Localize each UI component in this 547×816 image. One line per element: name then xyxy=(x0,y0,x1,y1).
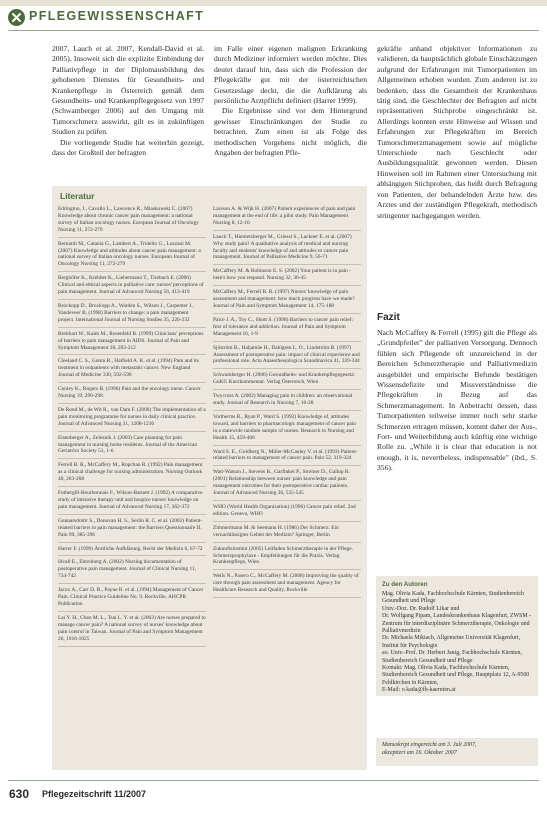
reference-item: Idvall E., Ehrenberg A. (2002) Nursing documentation of postoperative pain management. Journal of Clinical Nursing 11, 734-742 xyxy=(58,559,206,584)
body-column-2 xyxy=(214,44,367,158)
reference-item: McCaffery M. & Robinson E. S. (2002) Your patient is in pain - here's how you respond. Nursing 32, 36-45 xyxy=(213,268,361,286)
literature-column-right xyxy=(213,206,361,601)
reference-item: Wells N., Pasero C., McCaffery M. (2008) Improving the quality of care through pain assessment and management. Agency for Healthcare Research and Quality, Rockville xyxy=(213,573,361,598)
footer-divider xyxy=(8,780,539,781)
author-info-box xyxy=(376,576,538,696)
received-line: akzeptiert am 16. Oktober 2007 xyxy=(382,749,457,756)
received-note xyxy=(376,738,538,766)
author-line: Dr. Michaela Mikiach, Allgemeine Universität Klagenfurt, Institut für Psychologie xyxy=(382,635,521,649)
reference-item: Ward S. E., Goldberg N., Miller-McCauley V. et al. (1993) Patient-related barriers to management of cancer pain. Pain 52, 319-324 xyxy=(213,449,361,467)
reference-item: Eisenberger A., Zeleznik J. (2003) Care planning for pain management in nursing home residents. Journal of the American Geriatrics Society 51, 1-6 xyxy=(58,435,206,460)
reference-item: McCaffery M., Ferrell B. R. (1997) Nurses' knowledge of pain assessment and management: how much progress have we made? Journal of Pain and Symptom Management 14, 175-188 xyxy=(213,289,361,314)
body-column-1 xyxy=(52,44,204,158)
reference-item: Larsson A. & Wijk H. (2007) Patient experiences of pain and pain management at the end of life: a pilot study. Pain Management Nursing 8, 12-16 xyxy=(213,206,361,231)
reference-item: Twycross A. (2002) Managing pain in children: an observational study. Journal of Research in Nursing 7, 16-28 xyxy=(213,393,361,411)
reference-item: Lauch T., Hiemetzberger M., Griessl S., Lackner E. et al. (2007) Why study pain? A qualitative analysis of medical and nursing faculty and students' knowledge of and attitudes to cancer pain management. Journal of Palliative Medicine 9, 56-71 xyxy=(213,234,361,266)
author-email[interactable]: E-Mail: o.kada@fh-kaernten.at xyxy=(382,687,456,694)
page-number: 630 xyxy=(9,787,30,801)
paragraph: Die vorliegende Studie hat weiterhin gezeigt, dass der Großteil der befragten xyxy=(52,137,204,158)
author-line: Dr. Wolfgang Pipam, Landeskrankenhaus Klagenfurt, ZWSM - Zentrum für interdisziplinäre Schmerztherapie, Onkologie und Palliativmedizin xyxy=(382,613,532,635)
author-line: Kontakt: Mag. Olivia Kada, Fachhochschule Kärnten, Studienbereich Gesundheit und Pflege, Hauptplatz 12, A-9560 Feldkirchen in Kärnten, xyxy=(382,665,530,686)
reference-item: Gunnarsdottir S., Donovan H. S., Serlin R. C. et al. (2002) Patient-related barriers to pain management: the Barriers Questionnaire II. Pain 99, 385-396 xyxy=(58,518,206,543)
reference-item: Zukunftsinstitut (2005) Leitfaden Schmerztherapie in der Pflege. Schmerzprophylaxe - Empfehlungen für die Praxis. Verlag Krankenpflege, Wien xyxy=(213,546,361,571)
reference-item: Paice J. A., Toy C., Shott S. (1998) Barriers to cancer pain relief: fear of tolerance and addiction. Journal of Pain and Symptom Management 16, 1-9 xyxy=(213,317,361,342)
reference-item: Schwamberger H. (2006) Gesundheits- und Krankenpflegegesetz: GuKG Kurzkommentar. Verlag Österreich, Wien xyxy=(213,372,361,390)
literature-column-left xyxy=(58,206,206,650)
author-heading: Zu den Autoren xyxy=(382,581,428,588)
author-line: Mag. Olivia Kada, Fachhochschule Kärnten, Studienbereich Gesundheit und Pflege xyxy=(382,591,524,605)
author-line: Univ.-Doz. Dr. Rudolf Likar und xyxy=(382,605,460,612)
reference-item: Breitbart W., Kaim M., Rosenfeld B. (1999) Clinicians' perceptions of barriers to pain management in AIDS. Journal of Pain and Symptom Management 18, 203-212 xyxy=(58,331,206,356)
paragraph: gekräfte anhand objektiver Informationen zu validieren, da hauptsächlich globale Einschätzungen aufgrund der Erfahrungen mit Tumorpatienten im Allgemeinen erhoben wurden. Zum anderen ist zu bedenken, dass die Gesamtheit der Krankenhaus tätig sind, die Geschlechter der Befragten auf nicht repräsentativen Stichprobe eingeschränkt ist. Allerdings konnten erste Hinweise auf Wissen und Erfahrungen zur Pflegekräften im Bereich Tumorschmerzmanagement sowie auf mögliche Unterschiede nach Geschlecht oder Ausbildungsqualität gewonnen werden. Diesen Hinweisen soll im Rahmen einer Untersuchung mit abhängigen Stichproben, das heißt durch Befragung von Patienten, der behandelnden Ärzte bzw. des Arztes und der zuständigen Pflegekraft, methodisch stringenter nachgegangen werden. xyxy=(377,44,537,220)
literature-heading: Literatur xyxy=(60,191,95,201)
body-column-3 xyxy=(377,44,537,221)
reference-item: Conley K., Rogers B. (1996) Pain and the oncology nurse. Cancer Nursing 19, 290-298 xyxy=(58,386,206,404)
reference-item: Sjöström B., Haljamäe H., Dahlgren L. O., Lindström B. (1997) Assessment of postoperative pain: impact of clinical experience and professional role. Acta Anaesthesiologica Scandinavica 41, 339-344 xyxy=(213,345,361,370)
paragraph: 2007, Lauch et al. 2007, Kendall-David et al. 2005). Insoweit sich die explizite Einbindung der Palliativpflege in der Diplomausbildung des gehobenen Dienstes für Gesundheits- und Krankenpflege in Österreich gemäß dem Gesundheits- und Krankenpflegegesetz von 1997 (Schwamberger 2006) auf den Umgang mit Tumorschmerz auswirkt, gilt es in zukünftigen Studien zu prüfen. xyxy=(52,44,204,137)
reference-item: Vortherms R., Ryan P., Ward S. (1992) Knowledge of, attitudes toward, and barriers to pharmacologic management of cancer pain in a statewide random sample of nurses. Research in Nursing and Health 15, 459-466 xyxy=(213,414,361,446)
received-line: Manuskript eingereicht am 3. Juli 2007, xyxy=(382,742,477,748)
reference-item: WHO (World Health Organization) (1996) Cancer pain relief. 2nd edition. Geneva, WHO xyxy=(213,504,361,522)
journal-name: Pflegezeitschrift 11/2007 xyxy=(42,789,147,799)
header-divider xyxy=(8,30,539,31)
reference-item: Bernardi M., Catania G., Lambert A., Tridello G., Luzzani M. (2007) Knowledge and attitudes about cancer pain management: a national survey of Italian oncology nurses. European Journal of Oncology Nursing 11, 272-279 xyxy=(58,241,206,273)
reference-item: De Rond M., de Wit R., van Dam F. (2000) The implementation of a pain monitoring programme for nurses in daily clinical practice. Journal of Advanced Nursing 31, 1208-1216 xyxy=(58,407,206,432)
reference-item: Harrer F. (1999) Ärztliche Aufklärung. Recht der Medizin 6, 67-72 xyxy=(58,546,206,557)
reference-item: Watt-Watson J., Stevens B., Garfinkel P., Streiner D., Gallop R. (2001) Relationship between nurses' pain knowledge and pain management outcomes for their postoperative cardiac patients. Journal of Advanced Nursing 36, 535-545 xyxy=(213,469,361,501)
reference-item: Brockopp D., Brockopp A., Warden S., Wilson J., Carpenter J., Vandeveer B. (1998) Barriers to change: a pain management project. International Journal of Nursing Studies 35, 226-232 xyxy=(58,303,206,328)
fazit-text: Nach McCaffery & Ferrell (1995) gilt die Pflege als „Grundpfeiler" der palliativen Versorgung. Dennoch fühlen sich Pflegende oft unzureichend in der Bereichen Schmerztherapie und Palliativmedizin ausgebildet und empirische Befunde bestätigen Wissensdefizite und Missverständnisse die Pflegekräften in Bezug auf das Schmerzmanagement. In Anbetracht dessen, dass Tumorpatienten teilweise immer noch sehr starke Schmerzen ertragen müssen, kommt daher der Aus-, Fort- und Weiterbildung auch künftig eine wichtige Rolle zu. „While it is clear that education is not enough, it is, nevertheless, indispensable" (ibd., S. 356). xyxy=(377,328,537,473)
reference-item: Berghöfer K., Krebber K., Liebermann T., Tirebach E. (2006) Clinical and ethical aspects in palliative care: nurses' perceptions of pain management. Journal of Advanced Nursing 56, 413-419 xyxy=(58,275,206,300)
fazit-heading: Fazit xyxy=(377,312,400,323)
reference-item: Fothergill-Bourbonnais F., Wilson-Barnett J. (1992) A comparative study of intensive therapy unit and hospice nurses' knowledge on pain management. Journal of Advanced Nursing 17, 362-372 xyxy=(58,490,206,515)
page-header xyxy=(0,0,547,34)
reference-item: Edrington, J., Cavallo L., Lawrence R., Miaskowski C. (2007) Knowledge about chronic cancer pain management: a national survey of Italian oncology nurses. European Journal of Oncology Nursing 11, 272-279 xyxy=(58,206,206,238)
section-logo-icon xyxy=(8,9,25,26)
paragraph: Die Ergebnisse sind vor dem Hintergrund gewisser Einschränkungen der Studie zu betrachten. Zum einen ist als Folge des methodischen Vorgehens nicht möglich, die Angaben der befragten Pfle- xyxy=(214,106,367,158)
header-top-rule xyxy=(0,0,547,6)
reference-item: Jacox A., Carr D. B., Payne R. et al. (1994) Management of Cancer Pain. Clinical Practice Guideline No. 9. Rockville, AHCPR Publication xyxy=(58,587,206,612)
reference-item: Lai Y. H., Chen M. L., Tsai L. Y. et al. (2003) Are nurses prepared to manage cancer pain? A national survey of nurses' knowledge about pain control in Taiwan. Journal of Pain and Symptom Management 26, 1016-1025 xyxy=(58,615,206,647)
reference-item: Cleeland C. S., Gonin R., Hatfield A. K. et al. (1994) Pain and its treatment in outpatients with metastatic cancer. New England Journal of Medicine 330, 592-596 xyxy=(58,358,206,383)
reference-item: Zimmermann M. & Seemann H. (1986) Der Schmerz: Ein vernachlässigtes Gebiet der Medizin? Springer, Berlin xyxy=(213,525,361,543)
reference-item: Ferrell B. R., McCaffery M., Ropchan R. (1992) Pain management as a clinical challenge for nursing administration. Nursing Outlook 40, 263-268 xyxy=(58,462,206,487)
section-title: PFLEGEWISSENSCHAFT xyxy=(29,9,205,23)
author-line: ao. Univ.-Prof. Dr. Herbert Janig, Fachhochschule Kärnten, Studienbereich Gesundheit und Pflege xyxy=(382,650,522,664)
paragraph: im Falle einer eigenen malignen Erkrankung durch Mediziner informiert werden möchte. Dies deutet darauf hin, dass sich die Profession der Pflegekräfte gut mit der österreichischen Gesetzeslage deckt, die die Aufklärung als persönliche Arztpflicht definiert (Harrer 1999). xyxy=(214,44,367,106)
